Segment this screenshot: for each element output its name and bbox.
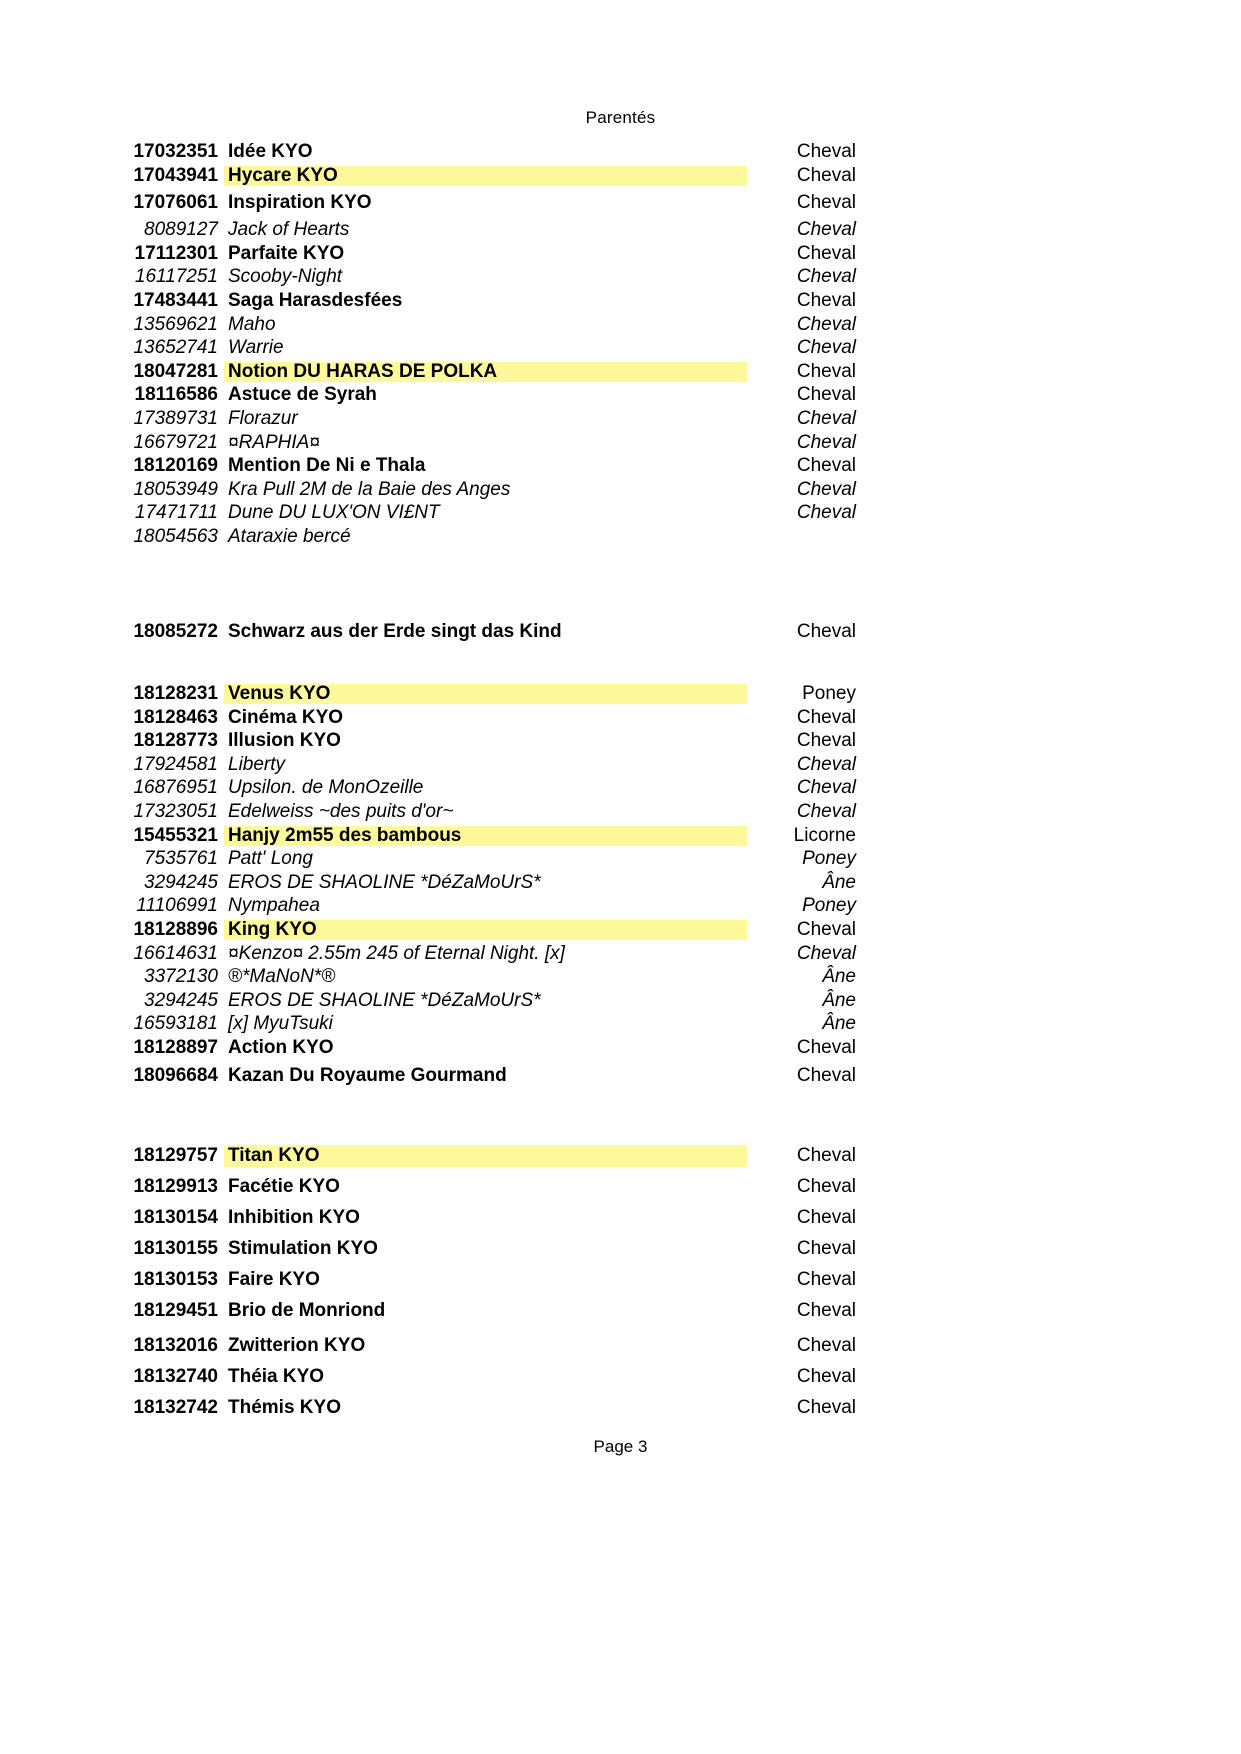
row-species: Cheval — [796, 1036, 856, 1058]
table-row — [0, 313, 1241, 337]
table-row — [0, 989, 1241, 1013]
row-id: 18116586 — [134, 384, 218, 406]
row-name: Inhibition KYO — [228, 1207, 360, 1228]
table-row — [0, 1060, 1241, 1091]
row-species: Cheval — [796, 1300, 856, 1321]
row-species: Poney — [802, 895, 856, 917]
row-name: Thémis KYO — [228, 1397, 341, 1418]
row-name: Titan KYO — [228, 1145, 320, 1166]
listing-block-block-1 — [0, 140, 1241, 549]
row-name: Théia KYO — [228, 1366, 325, 1387]
listing-block-block-5 — [0, 1330, 1241, 1423]
page-footer: Page 3 — [593, 1437, 648, 1456]
row-name: Notion DU HARAS DE POLKA — [228, 360, 498, 382]
table-row — [0, 800, 1241, 824]
row-species: Âne — [822, 989, 856, 1011]
table-row — [0, 942, 1241, 966]
row-id: 18096684 — [133, 1064, 218, 1086]
row-id: 15455321 — [133, 824, 218, 846]
row-species: Cheval — [796, 141, 856, 162]
row-species: Cheval — [796, 1145, 856, 1166]
row-species: Âne — [822, 1013, 856, 1035]
row-id: 18132740 — [133, 1366, 218, 1387]
row-name: Hycare KYO — [228, 164, 338, 186]
row-species: Cheval — [796, 1366, 856, 1387]
row-id: 18129451 — [133, 1300, 218, 1321]
row-name: Brio de Monriond — [228, 1300, 386, 1321]
table-row — [0, 383, 1241, 407]
row-id: 18130154 — [133, 1207, 218, 1228]
row-id: 13569621 — [133, 313, 218, 335]
row-species: Poney — [802, 848, 856, 870]
row-name: Stimulation KYO — [228, 1238, 378, 1259]
row-id: 18128231 — [133, 683, 218, 704]
row-name: Warrie — [228, 337, 284, 359]
row-id: 16117251 — [134, 266, 218, 288]
row-species: Cheval — [796, 289, 856, 311]
table-row — [0, 407, 1241, 431]
row-id: 18047281 — [133, 360, 218, 382]
row-id: 18130153 — [133, 1269, 218, 1290]
row-species: Cheval — [796, 706, 856, 728]
row-id: 18128896 — [133, 918, 218, 940]
row-id: 16593181 — [133, 1013, 218, 1035]
row-species: Cheval — [796, 219, 856, 241]
table-row — [0, 501, 1241, 525]
row-species: Cheval — [796, 1269, 856, 1290]
row-name: Inspiration KYO — [228, 192, 372, 214]
row-name: EROS DE SHAOLINE *DéZaMoUrS* — [228, 989, 541, 1011]
table-row — [0, 525, 1241, 549]
row-name: Mention De Ni e Thala — [228, 455, 426, 477]
row-id: 18053949 — [133, 478, 218, 500]
row-id: 18120169 — [133, 455, 218, 477]
row-name: Zwitterion KYO — [228, 1335, 366, 1356]
row-species: Cheval — [796, 242, 856, 264]
table-row — [0, 1392, 1241, 1423]
row-id: 18128773 — [133, 730, 218, 752]
row-species: Cheval — [796, 266, 856, 288]
row-name: [x] MyuTsuki — [228, 1013, 333, 1035]
row-id: 17924581 — [133, 753, 218, 775]
row-id: 3294245 — [144, 989, 218, 1011]
row-name: Venus KYO — [228, 683, 331, 704]
table-row — [0, 1171, 1241, 1202]
row-name: Jack of Hearts — [228, 219, 350, 241]
row-name: Maho — [228, 313, 276, 335]
row-name: ¤Kenzo¤ 2.55m 245 of Eternal Night. [x] — [228, 942, 565, 964]
row-name: Astuce de Syrah — [228, 384, 377, 406]
row-name: Saga Harasdesfées — [228, 289, 403, 311]
table-row — [0, 1233, 1241, 1264]
table-row — [0, 1330, 1241, 1361]
row-name: Edelweiss ~des puits d'or~ — [228, 800, 454, 822]
table-row — [0, 218, 1241, 242]
row-name: Facétie KYO — [228, 1176, 340, 1197]
row-species: Cheval — [796, 621, 856, 642]
row-id: 18128463 — [133, 706, 218, 728]
table-row — [0, 1361, 1241, 1392]
row-species: Cheval — [796, 384, 856, 406]
table-row — [0, 1295, 1241, 1326]
row-species: Cheval — [796, 502, 856, 524]
table-row — [0, 140, 1241, 164]
row-name: ®*MaNoN*® — [228, 966, 336, 988]
row-species: Cheval — [796, 753, 856, 775]
table-row — [0, 682, 1241, 706]
row-id: 17032351 — [133, 141, 218, 162]
row-name: Scooby-Night — [228, 266, 343, 288]
row-id: 18054563 — [133, 525, 218, 547]
row-species: Cheval — [796, 800, 856, 822]
table-row — [0, 360, 1241, 384]
row-name: King KYO — [228, 918, 317, 940]
row-name: Cinéma KYO — [228, 706, 344, 728]
row-name: Illusion KYO — [228, 730, 341, 752]
row-species: Cheval — [796, 1064, 856, 1086]
row-species: Âne — [822, 966, 856, 988]
table-row — [0, 431, 1241, 455]
table-row — [0, 776, 1241, 800]
row-id: 3372130 — [144, 966, 218, 988]
row-name: ¤RAPHIA¤ — [228, 431, 320, 453]
row-species: Âne — [822, 871, 856, 893]
row-id: 8089127 — [144, 219, 218, 241]
row-id: 17112301 — [134, 242, 218, 264]
table-row — [0, 1140, 1241, 1171]
row-name: Liberty — [228, 753, 286, 775]
row-name: EROS DE SHAOLINE *DéZaMoUrS* — [228, 871, 541, 893]
row-name: Faire KYO — [228, 1269, 320, 1290]
row-id: 13652741 — [133, 337, 218, 359]
row-id: 17483441 — [133, 289, 218, 311]
row-species: Cheval — [796, 942, 856, 964]
table-row — [0, 706, 1241, 730]
table-row — [0, 1036, 1241, 1060]
table-row — [0, 454, 1241, 478]
row-species: Cheval — [796, 360, 856, 382]
row-id: 18129757 — [133, 1145, 218, 1166]
row-species: Cheval — [796, 313, 856, 335]
row-id: 18132742 — [133, 1397, 218, 1418]
row-id: 18128897 — [133, 1036, 218, 1058]
row-name: Florazur — [228, 407, 298, 429]
row-species: Cheval — [796, 1397, 856, 1418]
row-species: Cheval — [796, 164, 856, 186]
row-id: 18085272 — [133, 621, 218, 642]
table-row — [0, 918, 1241, 942]
row-name: Schwarz aus der Erde singt das Kind — [228, 621, 562, 642]
row-species: Cheval — [796, 337, 856, 359]
row-species: Licorne — [793, 824, 856, 846]
table-row — [0, 871, 1241, 895]
row-species: Cheval — [796, 1335, 856, 1356]
table-row — [0, 729, 1241, 753]
row-id: 16876951 — [133, 777, 218, 799]
row-species: Cheval — [796, 407, 856, 429]
table-row — [0, 616, 1241, 647]
table-row — [0, 847, 1241, 871]
table-row — [0, 336, 1241, 360]
table-row — [0, 187, 1241, 218]
row-id: 17076061 — [133, 192, 218, 214]
row-name: Dune DU LUX'ON VI£NT — [228, 502, 440, 524]
listing-block-block-4 — [0, 1140, 1241, 1326]
row-species: Cheval — [796, 918, 856, 940]
row-species: Cheval — [796, 730, 856, 752]
table-row — [0, 242, 1241, 266]
row-species: Cheval — [796, 455, 856, 477]
table-row — [0, 753, 1241, 777]
table-row — [0, 478, 1241, 502]
row-name: Patt' Long — [228, 848, 313, 870]
row-name: Hanjy 2m55 des bambous — [228, 824, 462, 846]
table-row — [0, 824, 1241, 848]
listing-block-block-2 — [0, 616, 1241, 647]
table-row — [0, 894, 1241, 918]
row-species: Cheval — [796, 192, 856, 214]
row-species: Cheval — [796, 1238, 856, 1259]
table-row — [0, 1012, 1241, 1036]
table-row — [0, 265, 1241, 289]
row-id: 18129913 — [133, 1176, 218, 1197]
row-id: 11106991 — [136, 895, 218, 917]
row-id: 3294245 — [144, 871, 218, 893]
row-id: 7535761 — [144, 848, 218, 870]
row-name: Kra Pull 2M de la Baie des Anges — [228, 478, 511, 500]
row-name: Ataraxie bercé — [228, 525, 351, 547]
table-row — [0, 289, 1241, 313]
row-species: Poney — [802, 683, 856, 704]
row-name: Action KYO — [228, 1036, 334, 1058]
row-species: Cheval — [796, 431, 856, 453]
row-species: Cheval — [796, 777, 856, 799]
listing-block-block-3 — [0, 682, 1241, 1091]
table-row — [0, 1202, 1241, 1233]
row-id: 16679721 — [133, 431, 218, 453]
row-id: 17471711 — [134, 502, 218, 524]
row-species: Cheval — [796, 1176, 856, 1197]
page-header-title: Parentés — [585, 108, 656, 127]
row-id: 18130155 — [133, 1238, 218, 1259]
row-id: 18132016 — [133, 1335, 218, 1356]
table-row — [0, 965, 1241, 989]
table-row — [0, 164, 1241, 188]
row-id: 16614631 — [133, 942, 218, 964]
row-name: Idée KYO — [228, 141, 313, 162]
row-species: Cheval — [796, 1207, 856, 1228]
row-id: 17323051 — [133, 800, 218, 822]
row-name: Upsilon. de MonOzeille — [228, 777, 424, 799]
row-name: Kazan Du Royaume Gourmand — [228, 1064, 507, 1086]
table-row — [0, 1264, 1241, 1295]
row-name: Nympahea — [228, 895, 320, 917]
row-id: 17389731 — [133, 407, 218, 429]
row-name: Parfaite KYO — [228, 242, 345, 264]
row-species: Cheval — [796, 478, 856, 500]
row-id: 17043941 — [133, 164, 218, 186]
